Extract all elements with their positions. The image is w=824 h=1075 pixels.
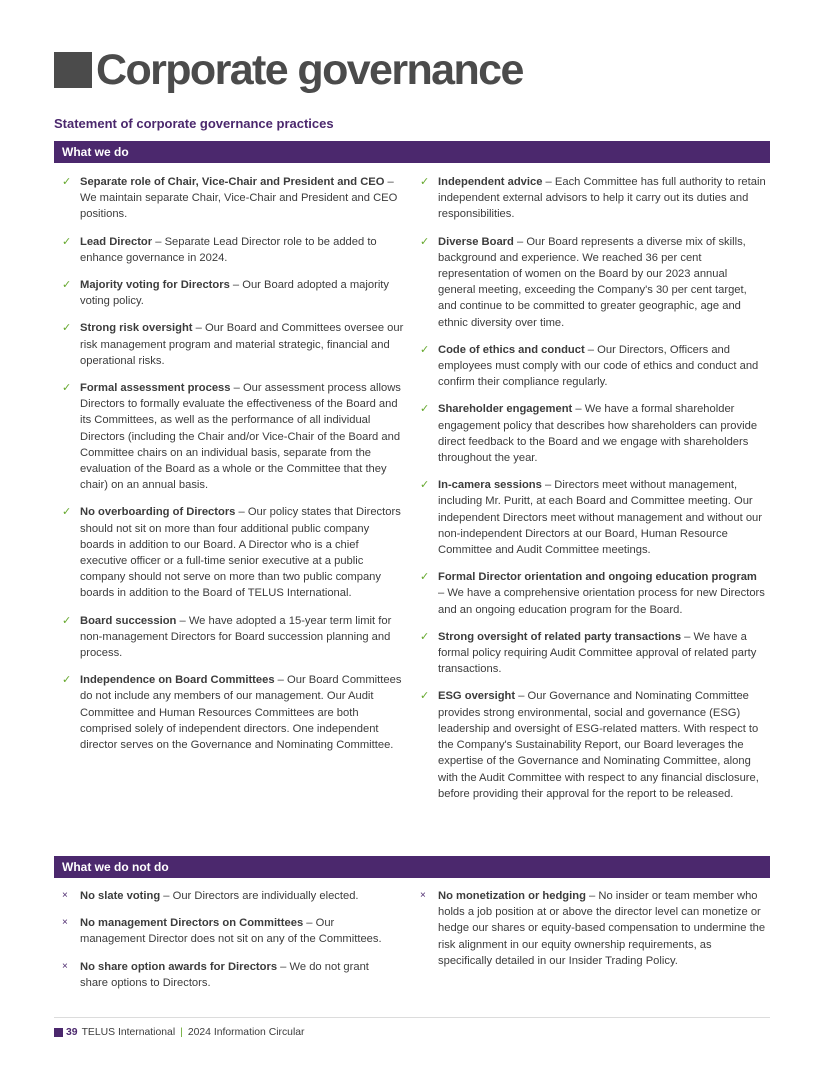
list-item-description: – We have a formal shareholder engagement policy that describes how shareholders can provide direct feedback to the Board and we engage with shareholders throughout the year. [438,403,758,465]
list-item [62,672,404,753]
checkmark-icon: ✓ [62,322,72,335]
list-item-description: – Directors meet without management, including Mr. Puritt, at each Board and Committee meeting. Our independent Directors meet without management and without our non-independent Directors at our Board, Human Resource Committee and Audit Committee meetings. [438,479,763,557]
list-item-description: – Our Governance and Nominating Committee provides strong environmental, social and governance (ESG) leadership and oversight of ESG-related matters. With respect to the Company's Sustainability Report, our Board leverages the expertise of the Governance and Nominating Committee, along with the Audit Committee with respect to any financial disclosure, before providing their approval for the report to be released. [438,690,759,800]
checkmark-icon: ✓ [420,176,430,188]
list-item-title: No overboarding of Directors [80,506,236,519]
list-item [62,959,392,991]
list-item-title: Separate role of Chair, Vice-Chair and President and CEO [80,176,385,188]
list-item [62,380,404,493]
list-item-text [438,569,766,618]
page-footer [54,1027,305,1038]
list-item-title: Code of ethics and conduct [438,343,585,356]
list-item-description: – Our Board Committees do not include any members of our management. Our Audit Committee and Human Resources Committees are both comprised solely of independent directors. One independent director serves on the Governance and Nominating Committee. [80,674,402,752]
page-title-text: Corporate governance [96,46,523,94]
list-item-text [80,380,404,493]
list-item [62,320,404,369]
list-item-title: Shareholder engagement [438,403,573,416]
footer-divider [54,1017,770,1018]
list-item-title: Majority voting for Directors [80,279,230,292]
list-item [62,888,392,904]
list-item-text [80,320,404,369]
list-item-text [80,174,404,223]
list-item-text [438,174,766,223]
list-item-text [80,277,404,309]
checkmark-icon: ✓ [420,690,430,703]
list-item-text [80,504,404,601]
list-item-text [438,401,766,466]
cross-icon: × [62,917,68,929]
page-number: 39 [66,1027,78,1038]
list-item-description: – Our management Director does not sit on any of the Committees. [80,917,382,946]
list-item [420,174,766,223]
footer-document: 2024 Information Circular [187,1027,305,1038]
list-item-description: – Our Board and Committees oversee our risk management program and material strategic, financial and operational risks. [80,322,404,367]
list-item-description: – Our Directors are individually elected. [160,890,359,902]
footer-company: TELUS International [81,1027,176,1038]
list-item-text [80,959,392,991]
list-item-title: Diverse Board [438,235,514,248]
dont-list-left [62,888,392,1002]
list-item [420,629,766,678]
list-item-description: – We have a formal policy requiring Audit Committee approval of related party transactions. [438,630,757,676]
list-item-description: – We have a comprehensive orientation process for new Directors and an ongoing education program for the Board. [438,587,765,616]
list-item [62,613,404,662]
list-item-title: Lead Director [80,235,153,248]
list-item-text [438,688,766,801]
list-item-description: – Our assessment process allows Directors to formally evaluate the effectiveness of the Board and its Committees, as well as the performance of all individual Directors (including the Chair and/or Vice-Chair of the Board and Committee chairs on an individual basis, separate from the evaluation of the Board as a whole or the Committee that they chair) on an annual basis. [80,382,401,492]
list-item-text [438,477,766,558]
list-item [420,401,766,466]
what-we-do-heading: What we do [54,141,770,163]
section-subtitle: Statement of corporate governance practices [54,116,334,131]
list-item-text [438,888,766,969]
list-item-description: – No insider or team member who holds a job position at or above the director level can monetize or hedge our shares or equity-based compensation to undermine the risk alignment in our equity ownership requirements, as specifically detailed in our Insider Trading Policy. [438,890,766,967]
list-item-title: Strong risk oversight [80,322,193,335]
checkmark-icon: ✓ [62,674,72,687]
list-item-description: – We maintain separate Chair, Vice-Chair and President and CEO positions. [80,176,398,221]
list-item-title: No slate voting [80,890,161,902]
list-item-title: No monetization or hedging [438,890,586,902]
footer-separator: | [180,1027,183,1038]
page-title [54,48,523,92]
list-item-text [80,613,404,662]
list-item-title: Board succession [80,614,177,627]
list-item-description: – Each Committee has full authority to retain independent external advisors to help it carry out its duties and responsibilities. [438,176,766,221]
checkmark-icon: ✓ [62,506,72,519]
what-we-do-not-do-heading: What we do not do [54,856,770,878]
list-item-description: – Separate Lead Director role to be added to enhance governance in 2024. [80,235,377,264]
list-item-description: – Our Board represents a diverse mix of skills, background and experience. We reached 36 per cent representation of women on the Board by our 2023 annual general meeting, exceeding the Company's 30 per cent target, and continue to be committed to greater geographic, age and ethnic diversity over time. [438,235,747,329]
title-square-decoration [54,52,92,88]
list-item-title: No management Directors on Committees [80,917,304,930]
list-item-title: No share option awards for Directors [80,960,278,973]
list-item-title: Strong oversight of related party transactions [438,630,682,643]
list-item [420,342,766,391]
checkmark-icon: ✓ [420,343,430,356]
list-item-text [438,342,766,391]
list-item-title: Independent advice [438,176,543,188]
dont-list-right [420,888,766,980]
checkmark-icon: ✓ [420,630,430,643]
list-item-description: – We do not grant share options to Directors. [80,960,369,989]
list-item [420,569,766,618]
checkmark-icon: ✓ [420,235,430,248]
list-item-title: Independence on Board Committees [80,674,275,687]
list-item [420,477,766,558]
list-item [420,688,766,801]
checkmark-icon: ✓ [420,479,430,492]
list-item [420,888,766,969]
checkmark-icon: ✓ [62,382,72,395]
list-item-description: – Our policy states that Directors should not sit on more than four additional public company boards in addition to our Board. A Director who is a chief executive officer or a full-time senior executive at a public company should not serve on more than two public company boards in addition to the Board of TELUS International. [80,506,401,600]
list-item-text [438,234,766,331]
footer-square-icon [54,1028,63,1037]
do-list-left [62,174,404,764]
list-item-text [80,915,392,947]
list-item [62,174,404,223]
cross-icon: × [420,890,426,901]
list-item-text [80,234,404,266]
do-list-right [420,174,766,813]
checkmark-icon: ✓ [62,614,72,627]
checkmark-icon: ✓ [420,571,430,584]
list-item-description: – We have adopted a 15-year term limit for non-management Directors for Board succession planning and process. [80,614,392,660]
list-item [62,234,404,266]
list-item [420,234,766,331]
list-item [62,277,404,309]
checkmark-icon: ✓ [62,279,72,292]
list-item-title: In-camera sessions [438,479,542,492]
cross-icon: × [62,890,68,901]
list-item [62,915,392,947]
checkmark-icon: ✓ [62,176,72,188]
list-item-title: Formal Director orientation and ongoing education program [438,571,757,584]
list-item-text [80,888,359,904]
list-item [62,504,404,601]
list-item-title: ESG oversight [438,690,516,703]
list-item-title: Formal assessment process [80,382,231,395]
list-item-text [438,629,766,678]
list-item-text [80,672,404,753]
checkmark-icon: ✓ [420,403,430,416]
list-item-description: – Our Directors, Officers and employees must comply with our code of ethics and conduct and confirm their compliance regularly. [438,343,759,389]
checkmark-icon: ✓ [62,235,72,248]
list-item-description: – Our Board adopted a majority voting policy. [80,279,390,308]
cross-icon: × [62,960,68,972]
